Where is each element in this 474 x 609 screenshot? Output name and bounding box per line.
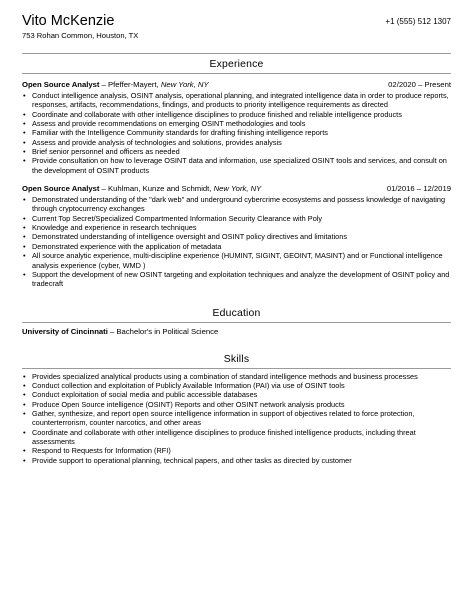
- bullet-item: • Assess and provide recommendations on emerging OSINT methodologies and tools: [22, 119, 451, 128]
- job-title-line: [22, 184, 261, 194]
- bullet-item: • Provide consultation on how to leverage OSINT data and information, use specialized OSINT tools and services, and consult on the development of OSINT products: [22, 156, 451, 175]
- skills-bullets: [22, 372, 451, 465]
- bullet-item: • Coordinate and collaborate with other intelligence disciplines to produce finished intelligence products, including threat assessments: [22, 428, 451, 447]
- bullet-item: • Current Top Secret/Specialized Compartmented Information Security Clearance with Poly: [22, 214, 451, 223]
- address: 753 Rohan Common, Houston, TX: [22, 31, 139, 40]
- bullet-item: • Demonstrated experience with the application of metadata: [22, 242, 451, 251]
- school-name: University of Cincinnati: [22, 326, 108, 336]
- job-header: [22, 184, 451, 194]
- bullet-item: • Provide support to operational planning, technical papers, and other tasks as directed by customer: [22, 456, 451, 465]
- job-role: Open Source Analyst: [22, 184, 100, 194]
- bullet-item: • Provides specialized analytical products using a combination of standard intelligence methods and business processes: [22, 372, 451, 381]
- job-title-line: [22, 80, 209, 90]
- job-dates: 01/2016 – 12/2019: [386, 184, 451, 194]
- bullet-item: • All source analytic experience, multi-discipline experience (HUMINT, SIGINT, GEOINT, MASINT) and or Functional intelligence analysis experience (cyber, WMD ): [22, 251, 451, 270]
- education-entry: [22, 327, 451, 337]
- bullet-item: • Demonstrated understanding of intelligence oversight and OSINT policy directives and limitations: [22, 232, 451, 241]
- candidate-name: Vito McKenzie: [22, 13, 115, 29]
- job-company: Kuhlman, Kunze and Schmidt,: [108, 184, 214, 194]
- bullet-item: • Conduct exploitation of social media and public accessible databases: [22, 390, 451, 399]
- bullet-item: • Conduct intelligence analysis, OSINT analysis, operational planning, and integrated intelligence data in order to produce reports, responses, artifacts, recommendations, findings, and products to priority intelligence requirements as directed: [22, 91, 451, 110]
- bullet-item: • Brief senior personnel and officers as needed: [22, 147, 451, 156]
- job-role: Open Source Analyst: [22, 80, 100, 89]
- education-title: Education: [212, 307, 261, 319]
- bullet-item: • Support the development of new OSINT targeting and exploitation techniques and analyze the development of OSINT policy and tradecraft: [22, 270, 451, 289]
- skills-divider: [22, 368, 451, 369]
- education-divider: [22, 322, 451, 323]
- header-divider: [22, 53, 451, 54]
- job-bullets: [22, 91, 451, 175]
- job-header: [22, 80, 451, 90]
- bullet-item: • Demonstrated understanding of the "dark web" and underground cybercrime ecosystems and possess knowledge of navigating through cryptocurrency exchanges: [22, 195, 451, 214]
- resume-header: [22, 0, 451, 30]
- bullet-item: • Familiar with the Intelligence Community standards for drafting finishing intelligence reports: [22, 128, 451, 137]
- job-separator: –: [99, 184, 109, 194]
- skills-title: Skills: [223, 353, 250, 365]
- job-dates: 02/2020 – Present: [388, 80, 451, 89]
- experience-divider: [22, 73, 451, 74]
- job-location: New York, NY: [213, 184, 262, 194]
- bullet-item: • Produce Open Source intelligence (OSINT) Reports and other OSINT network analysis products: [22, 400, 451, 409]
- job-bullets: [22, 195, 451, 288]
- job-company: Pfeffer-Mayert,: [108, 80, 161, 89]
- bullet-item: • Coordinate and collaborate with other intelligence disciplines to produce finished and reliable intelligence products: [22, 110, 451, 119]
- bullet-item: • Gather, synthesize, and report open source intelligence information in support of objectives related to force protection, counterterrorism, counter narcotics, and other areas: [22, 409, 451, 428]
- education-separator: –: [107, 326, 117, 336]
- phone-number: +1 (555) 512 1307: [385, 17, 451, 26]
- bullet-item: • Assess and provide analysis of technologies and solutions, provides analysis: [22, 138, 451, 147]
- job-separator: –: [99, 80, 109, 89]
- experience-title: Experience: [209, 59, 264, 70]
- job-location: New York, NY: [160, 80, 209, 89]
- bullet-item: • Respond to Requests for Information (RFI): [22, 446, 451, 455]
- bullet-item: • Knowledge and experience in research techniques: [22, 223, 451, 232]
- degree: Bachelor's in Political Science: [116, 326, 219, 336]
- bullet-item: • Conduct collection and exploitation of Publicly Available Information (PAI) via use of OSINT tools: [22, 381, 451, 390]
